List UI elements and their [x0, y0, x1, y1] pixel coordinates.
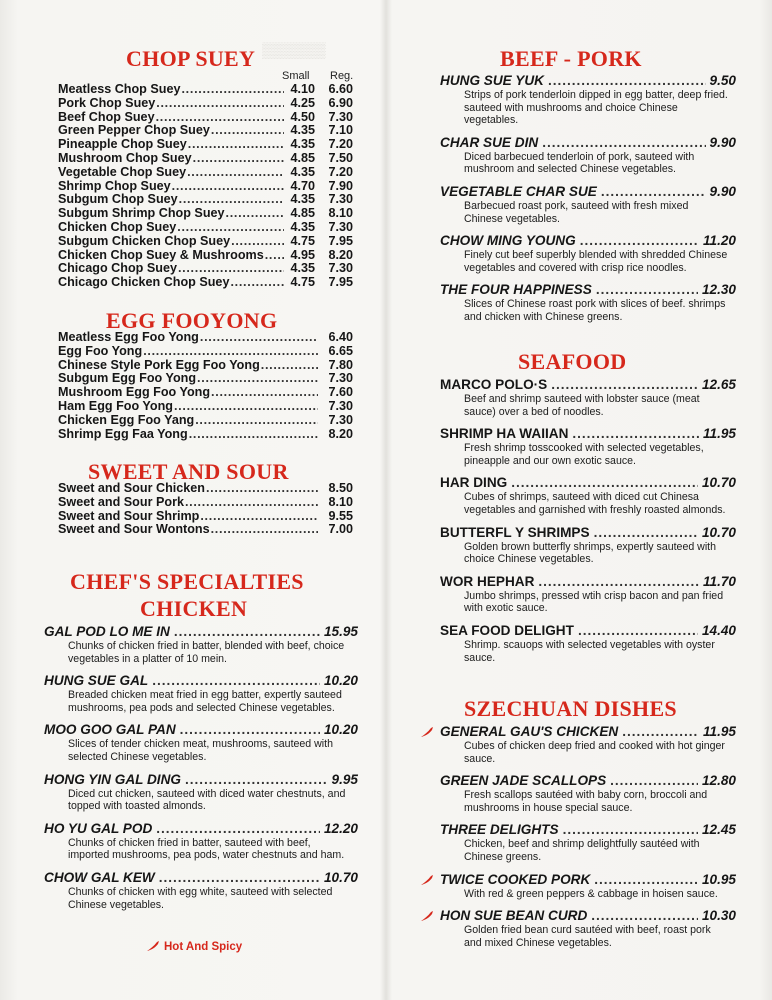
chicken-heading: CHICKEN	[140, 596, 248, 621]
dish-price: 12.20	[323, 820, 358, 836]
menu-item-row	[58, 235, 353, 249]
menu-item-row	[58, 180, 353, 194]
szechuan-list	[440, 724, 736, 957]
price-regular: 7.90	[328, 178, 353, 193]
szechuan-heading: SZECHUAN DISHES	[464, 696, 677, 721]
item-name: Subgum Shrimp Chop Suey	[58, 206, 225, 221]
dish-name: VEGETABLE CHAR SUE	[440, 183, 597, 199]
beef-pork-list	[440, 73, 736, 332]
item-price: 7.30	[328, 398, 353, 413]
dot-leader	[206, 482, 318, 496]
price-small: 4.35	[290, 137, 315, 152]
dot-leader	[177, 221, 284, 235]
chili-icon	[420, 910, 434, 922]
dish-title-line	[440, 184, 736, 200]
dish-name: TWICE COOKED PORK	[440, 871, 591, 887]
dish-item	[440, 184, 736, 225]
dish-price: 10.70	[701, 475, 736, 491]
item-name: Egg Foo Yong	[58, 343, 143, 358]
dish-description: Shrimp. scauops with selected vegetables with oyster sauce.	[464, 638, 715, 664]
item-name: Mushroom Egg Foo Yong	[58, 385, 211, 400]
dot-leader	[174, 624, 320, 640]
dot-leader	[610, 773, 698, 789]
item-name: Green Pepper Chop Suey	[58, 123, 210, 138]
dish-description: Diced cut chicken, sauteed with diced water chestnuts, and topped with toasted almonds.	[68, 787, 346, 813]
menu-item-row	[58, 510, 353, 524]
dot-leader	[578, 623, 698, 639]
menu-item-row	[58, 193, 353, 207]
dish-price: 9.90	[709, 134, 736, 150]
item-name: Chicken Chop Suey & Mushrooms	[58, 247, 264, 262]
dot-leader	[265, 249, 284, 263]
menu-item-row	[58, 97, 353, 111]
dot-leader	[211, 386, 318, 400]
item-name: Subgum Egg Foo Yong	[58, 371, 197, 386]
menu-item-row	[58, 496, 353, 510]
dot-leader	[261, 359, 318, 373]
dot-leader	[572, 426, 699, 442]
price-regular: 8.20	[328, 247, 353, 262]
dish-item	[440, 282, 736, 323]
dish-description: Breaded chicken meat fried in egg batter, expertly sauteed mushrooms, pea pods and selected Chinese vegetables.	[68, 689, 342, 714]
item-price: 7.60	[328, 385, 353, 400]
dot-leader	[591, 908, 698, 924]
item-name: Sweet and Sour Pork	[58, 494, 184, 509]
dish-description: Cubes of shrimps, sauteed with diced cut Chinesa vegetables and garnished with freshly roasted almonds.	[464, 491, 726, 516]
dish-description: Slices of Chinese roast pork with slices of beef. shrimps and chicken with Chinese greens.	[464, 298, 726, 323]
menu-item-row	[58, 345, 353, 359]
dish-description: Golden brown butterfly shrimps, expertly sauteed with choice Chinese vegetables.	[464, 540, 717, 566]
dish-name: CHOW GAL KEW	[44, 869, 155, 885]
dish-description: Finely cut beef superbly blended with shredded Chinese vegetables and covered with crisp rice noodles.	[464, 249, 728, 274]
dish-description: Fresh scallops sautéed with baby corn, broccoli and mushrooms in house special sauce.	[464, 789, 708, 814]
chili-icon	[420, 874, 434, 886]
dot-leader	[189, 428, 318, 442]
dot-leader	[200, 331, 318, 345]
dot-leader	[185, 772, 328, 788]
item-name: Pork Chop Suey	[58, 95, 156, 110]
menu-item-row	[58, 386, 353, 400]
dot-leader	[596, 282, 698, 298]
dish-name: HO YU GAL POD	[44, 820, 153, 836]
price-small: 4.35	[290, 192, 315, 207]
dish-title-line	[440, 426, 736, 442]
dish-title-line	[44, 673, 358, 689]
seafood-heading: SEAFOOD	[518, 349, 627, 374]
dish-description: Chunks of chicken fried in batter, sauteed with beef, imported mushrooms, pea pods, water chestnuts and ham.	[68, 836, 345, 862]
price-regular: 7.30	[328, 109, 353, 124]
dish-name: MOO GOO GAL PAN	[44, 722, 176, 738]
price-regular: 7.30	[328, 192, 353, 207]
menu-item-row	[58, 428, 353, 442]
dish-price: 11.20	[702, 233, 736, 249]
item-price: 6.65	[328, 343, 353, 358]
item-price: 8.20	[328, 426, 353, 441]
dot-leader	[211, 124, 284, 138]
dish-item	[44, 624, 358, 665]
item-name: Pineapple Chop Suey	[58, 137, 187, 152]
item-name: Sweet and Sour Shrimp	[58, 508, 200, 523]
item-price: 8.10	[328, 494, 353, 509]
dish-price: 10.95	[701, 871, 736, 887]
item-price: 7.30	[328, 371, 353, 386]
dish-name: CHAR SUE DIN	[440, 134, 539, 150]
bleed-through: ▒▒▒▒▒▒	[262, 42, 326, 59]
price-small: 4.35	[290, 164, 315, 179]
item-price: 7.30	[328, 412, 353, 427]
dish-title-line	[440, 475, 736, 491]
menu-item-row	[58, 111, 353, 125]
menu-item-row	[58, 400, 353, 414]
dish-item	[44, 821, 358, 862]
dish-price: 10.30	[701, 908, 736, 924]
price-regular: 7.20	[328, 137, 353, 152]
price-small: 4.35	[290, 123, 315, 138]
dish-description: Chicken, beef and shrimp delightfully sautéed with Chinese greens.	[464, 838, 700, 863]
dish-title-line	[440, 282, 736, 298]
dish-item	[440, 135, 736, 176]
dish-item	[44, 772, 358, 813]
dish-name: SHRIMP HA WAIIAN	[440, 426, 569, 442]
dish-price: 11.95	[702, 426, 736, 442]
dish-price: 10.70	[701, 524, 736, 540]
chili-icon	[420, 726, 434, 738]
hot-spicy-label: Hot And Spicy	[164, 941, 243, 953]
price-regular: 7.10	[328, 123, 353, 138]
item-name: Chicken Egg Foo Yang	[58, 412, 195, 427]
dish-name: HONG YIN GAL DING	[44, 771, 181, 787]
item-name: Mushroom Chop Suey	[58, 150, 192, 165]
menu-item-row	[58, 359, 353, 373]
dish-price: 10.20	[323, 673, 358, 689]
dish-title-line	[440, 574, 736, 590]
dish-description: Beef and shrimp sauteed with lobster sauce (meat sauce) over a bed of noodles.	[464, 393, 700, 418]
dot-leader	[174, 400, 318, 414]
chili-icon	[146, 940, 160, 952]
price-regular: 6.90	[328, 95, 353, 110]
menu-item-row	[58, 523, 353, 537]
price-regular: 7.95	[328, 233, 353, 248]
price-regular: 7.50	[328, 150, 353, 165]
dot-leader	[226, 207, 284, 221]
dish-name: GAL POD LO ME IN	[44, 624, 170, 639]
dish-title-line	[440, 822, 736, 838]
item-name: Chicken Chop Suey	[58, 219, 177, 234]
dish-item	[440, 525, 736, 566]
price-small: 4.70	[290, 178, 315, 193]
dish-description: Chunks of chicken with egg white, sauteed with selected Chinese vegetables.	[68, 885, 333, 911]
dish-item	[440, 724, 736, 765]
dish-description: With red & green peppers & cabbage in hoisen sauce.	[464, 887, 718, 900]
col-small-label: Small	[282, 70, 310, 82]
item-price: 8.50	[328, 481, 353, 495]
chop-suey-heading: CHOP SUEY	[126, 46, 256, 71]
price-regular: 6.60	[328, 82, 353, 96]
price-small: 4.75	[290, 275, 315, 290]
menu-item-row	[58, 83, 353, 97]
dot-leader	[180, 722, 320, 738]
dish-item	[440, 574, 736, 615]
dot-leader	[200, 510, 318, 524]
dish-name: THREE DELIGHTS	[440, 822, 559, 838]
price-small: 4.35	[290, 261, 315, 276]
item-name: Subgum Chop Suey	[58, 192, 178, 207]
dish-title-line	[440, 135, 736, 151]
price-small: 4.85	[290, 206, 315, 221]
item-name: Meatless Chop Suey	[58, 82, 181, 96]
dish-title-line	[44, 624, 358, 640]
dot-leader	[197, 372, 318, 386]
dot-leader	[179, 193, 284, 207]
menu-item-row	[58, 124, 353, 138]
dish-item	[44, 870, 358, 911]
dot-leader	[156, 97, 284, 111]
dish-item	[440, 475, 736, 516]
item-name: Meatless Egg Foo Yong	[58, 330, 199, 344]
dish-price: 9.95	[331, 771, 358, 787]
dish-price: 11.70	[702, 573, 736, 589]
dot-leader	[230, 276, 284, 290]
item-name: Chinese Style Pork Egg Foo Yong	[58, 357, 260, 372]
dot-leader	[511, 475, 698, 491]
dot-leader	[542, 135, 705, 151]
dot-leader	[211, 523, 318, 537]
egg-fooyong-list	[58, 331, 353, 441]
dish-item	[44, 722, 358, 763]
dish-price: 12.45	[701, 822, 736, 838]
dish-description: Fresh shrimp tosscooked with selected vegetables, pineapple and our own exotic sauce.	[464, 442, 704, 467]
dish-name: THE FOUR HAPPINESS	[440, 282, 592, 298]
dish-description: Strips of pork tenderloin dipped in egg batter, deep fried. sauteed with mushrooms and choice Chinese vegetables.	[464, 89, 728, 127]
dish-name: GENERAL GAU'S CHICKEN	[440, 724, 619, 739]
price-small: 4.35	[290, 219, 315, 234]
dish-description: Slices of tender chicken meat, mushrooms, sauteed with selected Chinese vegetables.	[68, 738, 333, 763]
dot-leader	[143, 345, 318, 359]
menu-item-row	[58, 166, 353, 180]
dish-item	[440, 623, 736, 664]
dish-price: 15.95	[323, 624, 358, 639]
item-name: Sweet and Sour Wontons	[58, 522, 210, 537]
price-small: 4.75	[290, 233, 315, 248]
price-regular: 8.10	[328, 206, 353, 221]
sweet-sour-heading: SWEET AND SOUR	[88, 459, 289, 484]
dish-price: 11.95	[702, 724, 736, 739]
dot-leader	[159, 870, 320, 886]
dish-description: Cubes of chicken deep fried and cooked with hot ginger sauce.	[464, 740, 725, 765]
dish-item	[440, 822, 736, 863]
menu-item-row	[58, 276, 353, 290]
price-regular: 7.20	[328, 164, 353, 179]
dish-title-line	[440, 623, 736, 639]
dish-name: GREEN JADE SCALLOPS	[440, 773, 607, 789]
dot-leader	[622, 724, 699, 740]
dish-title-line	[440, 73, 736, 89]
dish-name: BUTTERFL Y SHRIMPS	[440, 524, 590, 540]
dish-item	[440, 773, 736, 814]
dot-leader	[580, 233, 699, 249]
dot-leader	[601, 184, 706, 200]
dish-item	[440, 908, 736, 949]
dish-title-line	[44, 870, 358, 886]
dot-leader	[594, 525, 698, 541]
dot-leader	[594, 872, 698, 888]
dish-title-line	[440, 377, 736, 393]
price-small: 4.50	[290, 109, 315, 124]
dot-leader	[193, 152, 284, 166]
dish-item	[44, 673, 358, 714]
chop-suey-list	[58, 83, 353, 290]
menu-item-row	[58, 249, 353, 263]
price-small: 4.10	[290, 82, 315, 96]
dish-description: Jumbo shrimps, pressed wtih crisp bacon and pan fried with exotic sauce.	[464, 589, 724, 615]
dot-leader	[178, 262, 284, 276]
dish-price: 9.50	[709, 73, 736, 88]
dish-description: Diced barbecued tenderloin of pork, sauteed with mushroom and selected Chinese vegetables.	[464, 150, 695, 176]
item-name: Shrimp Egg Faa Yong	[58, 426, 188, 441]
item-name: Subgum Chicken Chop Suey	[58, 233, 231, 248]
col-reg-label: Reg.	[330, 70, 354, 82]
seafood-list	[440, 377, 736, 672]
dot-leader	[551, 377, 698, 393]
beef-pork-heading: BEEF - PORK	[500, 46, 642, 71]
dish-price: 12.30	[701, 282, 736, 298]
item-name: Sweet and Sour Chicken	[58, 481, 205, 495]
dish-name: SEA FOOD DELIGHT	[440, 622, 574, 638]
dish-title-line	[44, 722, 358, 738]
menu-item-row	[58, 482, 353, 496]
dot-leader	[538, 574, 699, 590]
dish-title-line	[440, 908, 736, 924]
item-price: 7.00	[328, 522, 353, 537]
item-name: Ham Egg Foo Yong	[58, 398, 173, 413]
dish-name: HUNG SUE GAL	[44, 673, 149, 689]
dish-description: Golden fried bean curd sautéed with beef, roast pork and mixed Chinese vegetables.	[464, 924, 711, 949]
item-name: Vegetable Chop Suey	[58, 164, 187, 179]
menu-item-row	[58, 372, 353, 386]
dot-leader	[156, 821, 320, 837]
dish-price: 12.80	[701, 773, 736, 789]
egg-fooyong-heading: EGG FOOYONG	[106, 308, 278, 333]
item-price: 7.80	[328, 357, 353, 372]
dish-name: HAR DING	[440, 475, 508, 491]
dish-item	[440, 426, 736, 467]
chef-specialties-heading: CHEF'S SPECIALTIES	[70, 569, 304, 594]
item-name: Beef Chop Suey	[58, 109, 155, 124]
menu-item-row	[58, 207, 353, 221]
dish-description: Chunks of chicken fried in batter, blended with beef, choice vegetables in a platter of 10 mein.	[68, 640, 345, 665]
menu-item-row	[58, 414, 353, 428]
dish-name: HON SUE BEAN CURD	[440, 908, 588, 924]
dish-title-line	[44, 821, 358, 837]
dish-name: CHOW MING YOUNG	[440, 233, 576, 249]
price-small: 4.95	[290, 247, 315, 262]
menu-item-row	[58, 221, 353, 235]
hot-spicy-legend	[146, 938, 242, 953]
dot-leader	[188, 138, 284, 152]
menu-item-row	[58, 138, 353, 152]
dish-name: HUNG SUE YUK	[440, 73, 544, 88]
menu-item-row	[58, 262, 353, 276]
dish-price: 10.20	[323, 722, 358, 738]
menu-item-row	[58, 152, 353, 166]
dish-name: MARCO POLO·S	[440, 377, 548, 392]
dot-leader	[185, 496, 318, 510]
dot-leader	[172, 180, 284, 194]
price-regular: 7.30	[328, 219, 353, 234]
dish-title-line	[440, 872, 736, 888]
price-small: 4.25	[290, 95, 315, 110]
price-regular: 7.30	[328, 261, 353, 276]
menu-item-row	[58, 331, 353, 345]
dish-item	[440, 233, 736, 274]
dish-name: WOR HEPHAR	[440, 573, 535, 589]
dish-price: 9.90	[709, 183, 736, 199]
dot-leader	[187, 166, 284, 180]
dish-title-line	[44, 772, 358, 788]
dot-leader	[231, 235, 284, 249]
item-price: 9.55	[328, 508, 353, 523]
dish-item	[440, 872, 736, 901]
item-name: Chicago Chop Suey	[58, 261, 177, 276]
dish-title-line	[440, 233, 736, 249]
item-price: 6.40	[328, 330, 353, 344]
dish-price: 14.40	[701, 622, 736, 638]
dish-title-line	[440, 724, 736, 740]
dish-description: Barbecued roast pork, sauteed with fresh mixed Chinese vegetables.	[464, 199, 689, 225]
dot-leader	[548, 73, 706, 89]
dish-item	[440, 73, 736, 127]
dish-price: 10.70	[323, 869, 358, 885]
dot-leader	[181, 83, 284, 97]
item-name: Chicago Chicken Chop Suey	[58, 275, 230, 290]
dot-leader	[195, 414, 318, 428]
dot-leader	[563, 822, 698, 838]
chef-specialties-list	[44, 624, 358, 919]
sweet-sour-list	[58, 482, 353, 537]
dish-title-line	[440, 525, 736, 541]
price-regular: 7.95	[328, 275, 353, 290]
item-name: Shrimp Chop Suey	[58, 178, 171, 193]
price-small: 4.85	[290, 150, 315, 165]
dot-leader	[152, 673, 320, 689]
dish-price: 12.65	[701, 377, 736, 392]
dish-item	[440, 377, 736, 418]
dot-leader	[156, 111, 284, 125]
dish-title-line	[440, 773, 736, 789]
